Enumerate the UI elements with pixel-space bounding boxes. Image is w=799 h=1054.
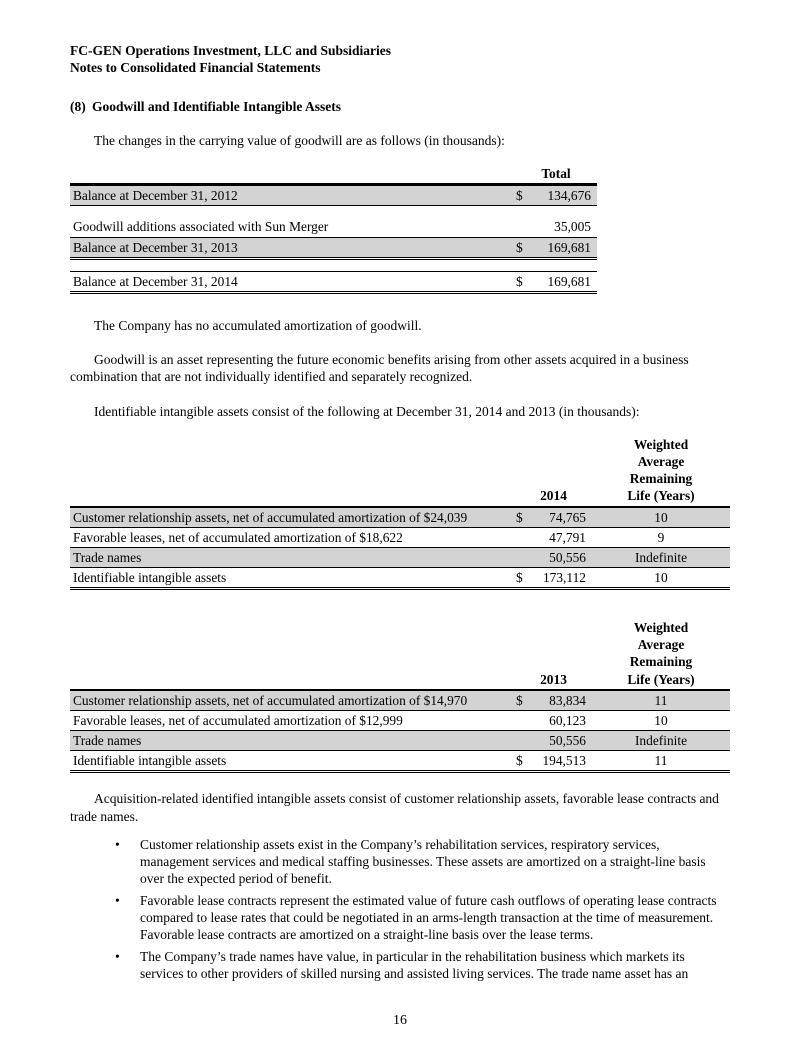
intangibles-table-2013 (70, 618, 730, 773)
currency-symbol: $ (515, 751, 535, 772)
section-title: Goodwill and Identifiable Intangible Assets (92, 98, 342, 114)
bullet-text: The Company’s trade names have value, in particular in the rehabilitation business which markets its services to other providers of skilled nursing and assisted living services. The trade name asset has an (140, 948, 689, 981)
table-row-favorable-leases-2013 (70, 710, 730, 730)
table-row-sun-merger-additions (70, 217, 597, 237)
list-item-trade-names (70, 948, 730, 983)
section-heading (70, 98, 730, 115)
paragraph-intangibles-intro: Identifiable intangible assets consist of the following at December 31, 2014 and 2013 (in thousands): (94, 403, 640, 419)
row-value: 50,556 (535, 547, 592, 567)
bullet-icon: • (115, 892, 120, 908)
life-column-header-cell (592, 435, 730, 507)
intangibles-2014-header-row (70, 435, 730, 507)
spacer-row (70, 258, 597, 271)
row-label: Trade names (70, 547, 515, 567)
currency-symbol: $ (515, 568, 535, 589)
paragraph-goodwill-definition: Goodwill is an asset representing the future economic benefits arising from other assets acquired in a business combination that are not individually identified and separately recognized. (70, 352, 689, 385)
row-label: Identifiable intangible assets (70, 751, 515, 772)
row-value: 173,112 (535, 568, 592, 589)
row-label: Balance at December 31, 2013 (70, 237, 515, 258)
company-name: FC-GEN Operations Investment, LLC and Subsidiaries (70, 43, 392, 58)
row-label: Balance at December 31, 2014 (70, 271, 515, 292)
row-value: 74,765 (535, 507, 592, 528)
row-life: 10 (592, 507, 730, 528)
row-label: Favorable leases, net of accumulated amortization of $18,622 (70, 527, 515, 547)
table-row-trade-names-2014 (70, 547, 730, 567)
currency-symbol: $ (515, 237, 535, 258)
bullet-icon: • (115, 836, 120, 852)
currency-symbol: $ (515, 185, 535, 206)
table-row-total-intangibles-2014 (70, 568, 730, 589)
life-column-header: Weighted Average Remaining Life (Years) (627, 436, 695, 504)
currency-symbol (515, 547, 535, 567)
row-value: 50,556 (535, 731, 592, 751)
table-row-trade-names-2013 (70, 731, 730, 751)
year-column-header: 2014 (515, 435, 592, 507)
row-life: 11 (592, 690, 730, 711)
row-value: 169,681 (535, 237, 597, 258)
currency-symbol: $ (515, 690, 535, 711)
page-number: 16 (393, 1013, 407, 1029)
row-life: 10 (592, 710, 730, 730)
table-row-customer-relationship-2013 (70, 690, 730, 711)
bullet-icon: • (115, 948, 120, 964)
intangibles-2013-header-row (70, 618, 730, 690)
row-value: 47,791 (535, 527, 592, 547)
row-life: Indefinite (592, 731, 730, 751)
currency-symbol (515, 731, 535, 751)
list-item-customer-relationship (70, 836, 730, 888)
table-row-balance-2014 (70, 271, 597, 292)
row-label: Identifiable intangible assets (70, 568, 515, 589)
currency-symbol (515, 527, 535, 547)
row-value: 134,676 (535, 185, 597, 206)
row-life: 10 (592, 568, 730, 589)
currency-symbol: $ (515, 507, 535, 528)
row-life: Indefinite (592, 547, 730, 567)
document-header (70, 42, 730, 77)
row-life: 9 (592, 527, 730, 547)
currency-symbol (515, 710, 535, 730)
goodwill-table-header-row (70, 164, 597, 185)
life-column-header: Weighted Average Remaining Life (Years) (627, 620, 695, 687)
row-label: Goodwill additions associated with Sun Merger (70, 217, 515, 237)
list-item-favorable-leases (70, 892, 730, 944)
row-label: Balance at December 31, 2012 (70, 185, 515, 206)
life-column-header-cell (592, 618, 730, 690)
row-value: 194,513 (535, 751, 592, 772)
row-value: 169,681 (535, 271, 597, 292)
paragraph-acquisition-related: Acquisition-related identified intangible assets consist of customer relationship assets, favorable lease contracts and trade names. (70, 791, 719, 824)
empty-header-cell (70, 435, 515, 507)
row-life: 11 (592, 751, 730, 772)
row-value: 35,005 (535, 217, 597, 237)
intangibles-table-2014 (70, 435, 730, 590)
table-row-total-intangibles-2013 (70, 751, 730, 772)
currency-symbol: $ (515, 271, 535, 292)
row-value: 60,123 (535, 710, 592, 730)
table-row-customer-relationship-2014 (70, 507, 730, 528)
bullet-text: Customer relationship assets exist in the Company’s rehabilitation services, respiratory services, management services and medical staffing businesses. These assets are amortized on a straight-line basis over the expected period of benefit. (140, 836, 706, 887)
year-column-header: 2013 (515, 618, 592, 690)
currency-symbol (515, 217, 535, 237)
table-row-balance-2013 (70, 237, 597, 258)
row-label: Customer relationship assets, net of accumulated amortization of $14,970 (70, 690, 515, 711)
table-row-balance-2012 (70, 185, 597, 206)
spacer-row (70, 206, 597, 218)
paragraph-goodwill-intro: The changes in the carrying value of goodwill are as follows (in thousands): (94, 132, 505, 148)
empty-header-cell (70, 618, 515, 690)
paragraph-no-amortization: The Company has no accumulated amortization of goodwill. (94, 317, 422, 333)
goodwill-total-header: Total (515, 164, 597, 185)
row-label: Favorable leases, net of accumulated amortization of $12,999 (70, 710, 515, 730)
bullet-list (70, 836, 730, 982)
goodwill-table (70, 164, 597, 294)
row-value: 83,834 (535, 690, 592, 711)
row-label: Trade names (70, 731, 515, 751)
row-label: Customer relationship assets, net of accumulated amortization of $24,039 (70, 507, 515, 528)
section-number: (8) (70, 98, 86, 114)
bullet-text: Favorable lease contracts represent the estimated value of future cash outflows of operating lease contracts compared to lease rates that could be negotiated in an arms-length transaction at the time of measurement. Favorable lease contracts are amortized on a straight-line basis over the lease terms. (140, 892, 717, 943)
document-subtitle: Notes to Consolidated Financial Statements (70, 60, 321, 76)
empty-header-cell (70, 164, 515, 185)
table-row-favorable-leases-2014 (70, 527, 730, 547)
